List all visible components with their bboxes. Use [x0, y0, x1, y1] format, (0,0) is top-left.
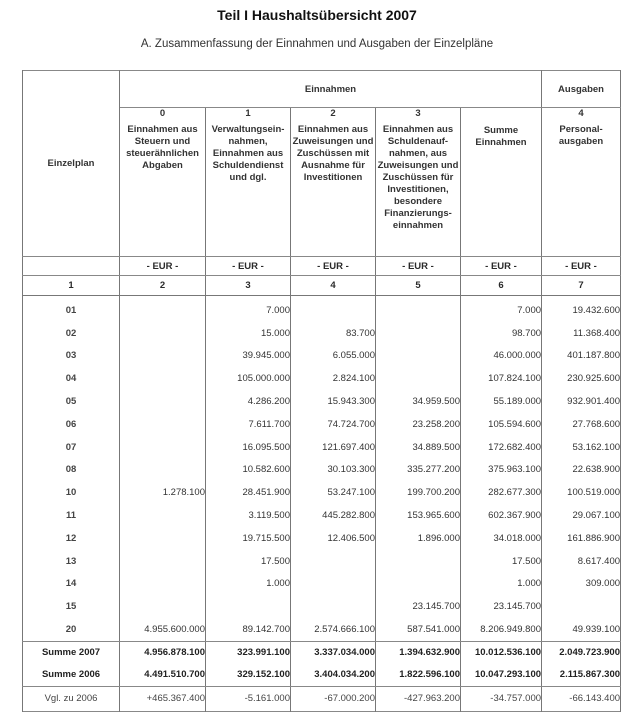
table-row [23, 504, 621, 527]
value-cell: 17.500 [206, 550, 291, 573]
einzelplan-cell: 13 [23, 550, 120, 573]
value-cell: 89.142.700 [206, 618, 291, 641]
einzelplan-cell: 03 [23, 345, 120, 368]
header-einzelplan: Einzelplan [23, 71, 120, 257]
value-cell: 30.103.300 [291, 459, 376, 482]
table-row [23, 550, 621, 573]
comparison-value: -5.161.000 [206, 686, 291, 711]
column-header-schuldenaufnahmen: 3 Einnahmen aus Schuldenauf-nahmen, aus Zuweisungen und Zuschüssen für Investitionen, besondere Finanzierungs-einnahmen [376, 108, 461, 257]
value-cell: 16.095.500 [206, 436, 291, 459]
value-cell: 15.943.300 [291, 390, 376, 413]
summary-label: Summe 2007 [23, 641, 120, 664]
value-cell [376, 322, 461, 345]
value-cell: 34.018.000 [461, 527, 542, 550]
value-cell: 23.145.700 [461, 595, 542, 618]
value-cell: 230.925.600 [542, 367, 621, 390]
column-header-personalausgaben: 4 Personal-ausgaben [542, 108, 621, 257]
value-cell: 11.368.400 [542, 322, 621, 345]
value-cell: 172.682.400 [461, 436, 542, 459]
table-row [23, 390, 621, 413]
value-cell [120, 296, 206, 322]
value-cell [291, 550, 376, 573]
einzelplan-cell: 04 [23, 367, 120, 390]
column-header-summe-einnahmen: Summe Einnahmen [461, 108, 542, 257]
table-row [23, 413, 621, 436]
einzelplan-cell: 01 [23, 296, 120, 322]
value-cell [120, 595, 206, 618]
value-cell: 105.000.000 [206, 367, 291, 390]
value-cell [120, 345, 206, 368]
value-cell: 6.055.000 [291, 345, 376, 368]
summary-value: 10.012.536.100 [461, 641, 542, 664]
value-cell: 105.594.600 [461, 413, 542, 436]
value-cell [206, 595, 291, 618]
value-cell: 15.000 [206, 322, 291, 345]
einzelplan-cell: 12 [23, 527, 120, 550]
value-cell: 602.367.900 [461, 504, 542, 527]
value-cell [376, 296, 461, 322]
comparison-value: -34.757.000 [461, 686, 542, 711]
value-cell [291, 595, 376, 618]
header-ausgaben: Ausgaben [542, 71, 621, 108]
value-cell [120, 459, 206, 482]
value-cell: 1.896.000 [376, 527, 461, 550]
table-row [23, 481, 621, 504]
value-cell: 282.677.300 [461, 481, 542, 504]
value-cell: 46.000.000 [461, 345, 542, 368]
einzelplan-cell: 20 [23, 618, 120, 641]
value-cell: 8.206.949.800 [461, 618, 542, 641]
table-row [23, 367, 621, 390]
value-cell: 17.500 [461, 550, 542, 573]
value-cell: 19.715.500 [206, 527, 291, 550]
value-cell: 100.519.000 [542, 481, 621, 504]
value-cell: 34.889.500 [376, 436, 461, 459]
value-cell [120, 367, 206, 390]
value-cell: 12.406.500 [291, 527, 376, 550]
value-cell: 49.939.100 [542, 618, 621, 641]
value-cell: 10.582.600 [206, 459, 291, 482]
value-cell [120, 527, 206, 550]
column-number-row: 1 2 3 4 5 6 7 [23, 276, 621, 296]
einzelplan-cell: 05 [23, 390, 120, 413]
value-cell [120, 550, 206, 573]
value-cell: 587.541.000 [376, 618, 461, 641]
summary-value: 10.047.293.100 [461, 664, 542, 687]
value-cell [120, 322, 206, 345]
value-cell: 53.162.100 [542, 436, 621, 459]
value-cell: 375.963.100 [461, 459, 542, 482]
value-cell: 3.119.500 [206, 504, 291, 527]
value-cell: 28.451.900 [206, 481, 291, 504]
value-cell: 34.959.500 [376, 390, 461, 413]
value-cell [120, 573, 206, 596]
comparison-value: -67.000.200 [291, 686, 376, 711]
summary-value: 3.337.034.000 [291, 641, 376, 664]
value-cell: 4.955.600.000 [120, 618, 206, 641]
value-cell: 335.277.200 [376, 459, 461, 482]
value-cell: 7.611.700 [206, 413, 291, 436]
budget-summary-table [22, 70, 621, 712]
summary-value: 4.956.878.100 [120, 641, 206, 664]
value-cell: 7.000 [461, 296, 542, 322]
einzelplan-cell: 08 [23, 459, 120, 482]
column-header-verwaltung: 1 Verwaltungsein-nahmen, Einnahmen aus Schuldendienst und dgl. [206, 108, 291, 257]
value-cell: 23.258.200 [376, 413, 461, 436]
summary-value: 2.049.723.900 [542, 641, 621, 664]
value-cell: 161.886.900 [542, 527, 621, 550]
table-row [23, 296, 621, 322]
summary-value: 1.394.632.900 [376, 641, 461, 664]
value-cell: 1.000 [461, 573, 542, 596]
comparison-value: +465.367.400 [120, 686, 206, 711]
table-row [23, 595, 621, 618]
table-row [23, 345, 621, 368]
value-cell: 98.700 [461, 322, 542, 345]
value-cell [291, 296, 376, 322]
einzelplan-cell: 02 [23, 322, 120, 345]
comparison-value: -427.963.200 [376, 686, 461, 711]
value-cell: 22.638.900 [542, 459, 621, 482]
summary-value: 323.991.100 [206, 641, 291, 664]
header-einnahmen: Einnahmen [120, 71, 542, 108]
summary-value: 2.115.867.300 [542, 664, 621, 687]
value-cell: 83.700 [291, 322, 376, 345]
value-cell: 309.000 [542, 573, 621, 596]
page-subtitle: A. Zusammenfassung der Einnahmen und Ausgaben der Einzelpläne [140, 38, 494, 50]
table-row [23, 322, 621, 345]
value-cell: 39.945.000 [206, 345, 291, 368]
einzelplan-cell: 10 [23, 481, 120, 504]
einzelplan-cell: 11 [23, 504, 120, 527]
value-cell: 19.432.600 [542, 296, 621, 322]
value-cell: 199.700.200 [376, 481, 461, 504]
value-cell: 55.189.000 [461, 390, 542, 413]
value-cell: 53.247.100 [291, 481, 376, 504]
column-header-steuern: 0 Einnahmen aus Steuern und steuerähnlichen Abgaben [120, 108, 206, 257]
value-cell: 121.697.400 [291, 436, 376, 459]
value-cell: 1.278.100 [120, 481, 206, 504]
column-header-zuweisungen: 2 Einnahmen aus Zuweisungen und Zuschüssen mit Ausnahme für Investitionen [291, 108, 376, 257]
table-row [23, 618, 621, 641]
value-cell: 107.824.100 [461, 367, 542, 390]
value-cell [120, 390, 206, 413]
value-cell: 1.000 [206, 573, 291, 596]
einzelplan-cell: 15 [23, 595, 120, 618]
value-cell [542, 595, 621, 618]
value-cell: 445.282.800 [291, 504, 376, 527]
value-cell: 2.574.666.100 [291, 618, 376, 641]
summary-label: Summe 2006 [23, 664, 120, 687]
value-cell: 7.000 [206, 296, 291, 322]
value-cell: 74.724.700 [291, 413, 376, 436]
value-cell: 23.145.700 [376, 595, 461, 618]
page-title: Teil I Haushaltsübersicht 2007 [217, 7, 417, 23]
value-cell [120, 413, 206, 436]
summary-row [23, 641, 621, 664]
comparison-label: Vgl. zu 2006 [23, 686, 120, 711]
summary-value: 3.404.034.200 [291, 664, 376, 687]
value-cell: 27.768.600 [542, 413, 621, 436]
einzelplan-cell: 06 [23, 413, 120, 436]
value-cell [120, 436, 206, 459]
table-row [23, 436, 621, 459]
value-cell [376, 345, 461, 368]
value-cell: 153.965.600 [376, 504, 461, 527]
value-cell: 4.286.200 [206, 390, 291, 413]
summary-value: 329.152.100 [206, 664, 291, 687]
einzelplan-cell: 14 [23, 573, 120, 596]
value-cell [291, 573, 376, 596]
table-row [23, 527, 621, 550]
comparison-row [23, 686, 621, 711]
value-cell: 8.617.400 [542, 550, 621, 573]
value-cell [120, 504, 206, 527]
summary-value: 4.491.510.700 [120, 664, 206, 687]
value-cell: 932.901.400 [542, 390, 621, 413]
value-cell [376, 550, 461, 573]
table-row [23, 459, 621, 482]
comparison-value: -66.143.400 [542, 686, 621, 711]
value-cell [376, 367, 461, 390]
table-row [23, 573, 621, 596]
value-cell [376, 573, 461, 596]
value-cell: 29.067.100 [542, 504, 621, 527]
value-cell: 401.187.800 [542, 345, 621, 368]
value-cell: 2.824.100 [291, 367, 376, 390]
unit-row: - EUR - - EUR - - EUR - - EUR - - EUR - - EUR - [23, 257, 621, 276]
summary-value: 1.822.596.100 [376, 664, 461, 687]
einzelplan-cell: 07 [23, 436, 120, 459]
summary-row [23, 664, 621, 687]
